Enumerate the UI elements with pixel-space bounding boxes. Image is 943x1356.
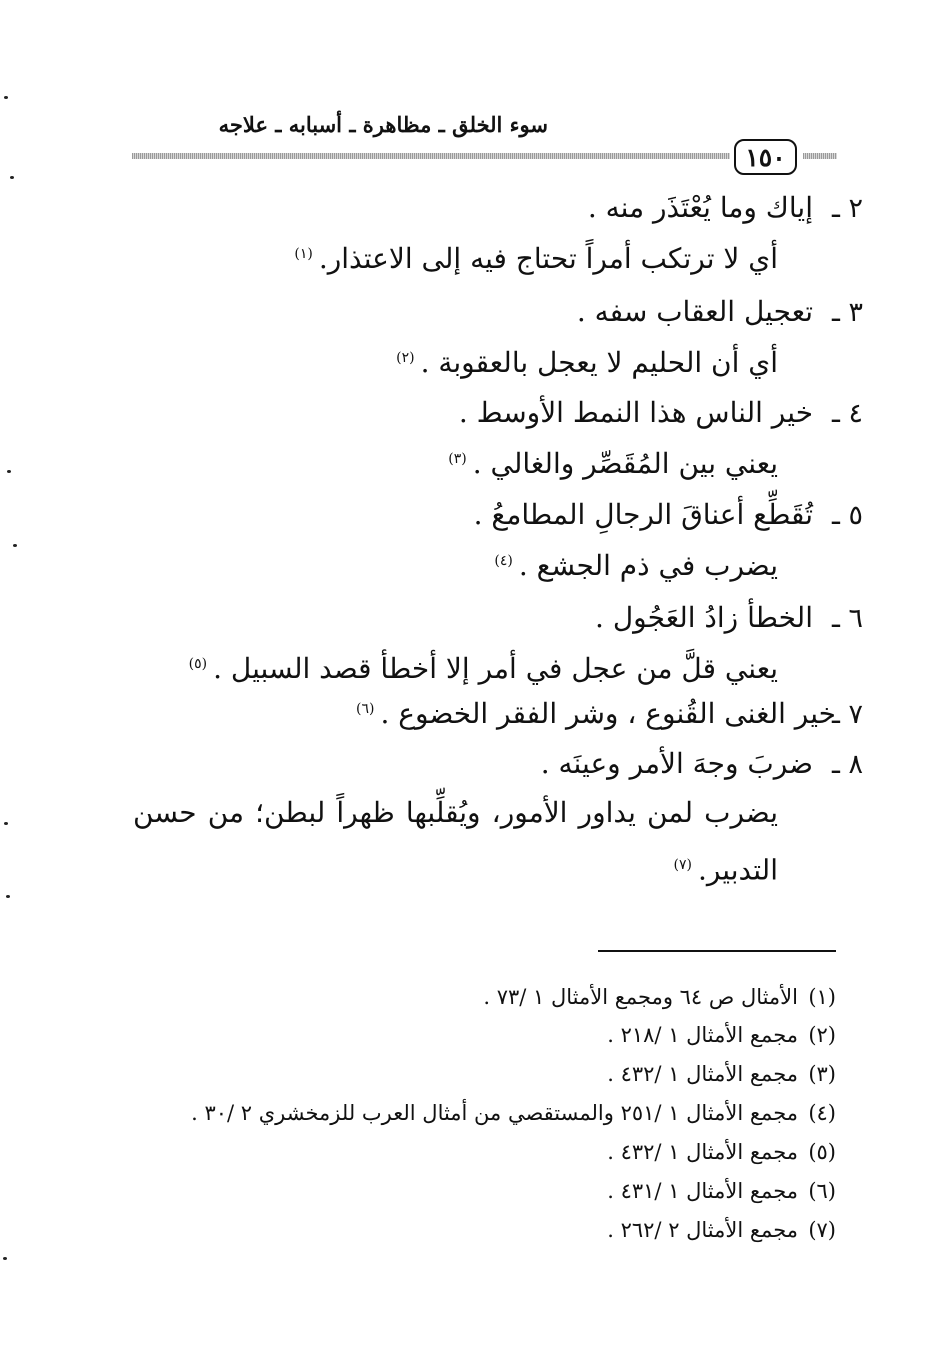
footnote-number: (٦) xyxy=(808,1179,836,1203)
footnote xyxy=(607,1140,836,1164)
entry-number: ٣ ـ xyxy=(831,297,863,328)
footnote-number: (٤) xyxy=(808,1101,836,1125)
proverb-text: تعجيل العقاب سفه . xyxy=(576,295,813,328)
footnote-separator xyxy=(598,950,836,952)
entry-number: ٢ ـ xyxy=(831,193,863,224)
footnote-text: مجمع الأمثال ١ /٤٣١ . xyxy=(607,1179,798,1203)
footnote-number: (١) xyxy=(808,985,836,1009)
proverb-gloss: يعني قلَّ من عجل في أمر إلا أخطأ قصد السبيل .$^{(٥)}$ xyxy=(188,652,778,685)
scan-speck xyxy=(3,1257,7,1260)
entry-number: ٤ ـ xyxy=(831,398,863,429)
scan-speck xyxy=(7,470,11,473)
footnote-text: مجمع الأمثال ١ /٤٣٢ . xyxy=(607,1140,798,1164)
footnote-number: (٧) xyxy=(808,1218,836,1242)
footnote-number: (٢) xyxy=(808,1023,836,1047)
proverb-text: تُقَطِّع أعناقَ الرجالِ المطامعُ . xyxy=(473,498,813,531)
footnote-ref: (٤) xyxy=(494,552,513,569)
scan-speck xyxy=(4,822,8,825)
footnote xyxy=(483,985,836,1009)
scan-speck xyxy=(4,96,8,99)
proverb-gloss: أي لا ترتكب أمراً تحتاج فيه إلى الاعتذار.$^{(١)}$ xyxy=(294,242,778,275)
scan-speck xyxy=(13,544,17,547)
proverb-text: إياك وما يُعْتَذَر منه . xyxy=(587,191,813,224)
proverb-gloss: يعني بين المُقَصِّر والغالي .$^{(٣)}$ xyxy=(448,447,778,480)
footnote-ref: (٣) xyxy=(448,450,467,467)
footnote-number: (٥) xyxy=(808,1140,836,1164)
header-rule-left xyxy=(132,153,730,159)
page-number: ١٥٠ xyxy=(734,139,797,175)
entry-number: ٧ ـ xyxy=(831,699,863,730)
footnote xyxy=(607,1062,836,1086)
footnote-text: مجمع الأمثال ١ /٢١٨ . xyxy=(607,1023,798,1047)
proverb-text: خير الناس هذا النمط الأوسط . xyxy=(458,396,813,429)
footnote xyxy=(191,1101,836,1125)
proverb-text: الخطأ زادُ العَجُول . xyxy=(595,601,813,634)
footnote-text: مجمع الأمثال ٢ /٢٦٢ . xyxy=(607,1218,798,1242)
scan-speck xyxy=(6,895,10,898)
running-title: سوء الخلق ـ مظاهرة ـ أسبابه ـ علاجه xyxy=(218,112,548,137)
proverb-text: ضربَ وجهَ الأمر وعينَه . xyxy=(540,747,813,780)
header-rule-right xyxy=(803,153,837,159)
footnote-text: مجمع الأمثال ١ /٤٣٢ . xyxy=(607,1062,798,1086)
footnote xyxy=(607,1218,836,1242)
footnote xyxy=(607,1023,836,1047)
proverb-text: خير الغنى القُنوع ، وشر الفقر الخضوع .$^{(٦)}$ xyxy=(356,697,836,730)
proverb-gloss: يضرب لمن يداور الأمور، ويُقلِّبها ظهراً لبطن؛ من حسن التدبير.$^{(٧)}$ xyxy=(133,796,778,887)
footnote xyxy=(607,1179,836,1203)
footnote-ref: (٧) xyxy=(673,857,692,873)
footnote-ref: (١) xyxy=(294,245,313,262)
footnote-ref: (٢) xyxy=(396,349,415,366)
scan-speck xyxy=(10,176,14,179)
proverb-gloss: يضرب في ذم الجشع .$^{(٤)}$ xyxy=(494,549,778,582)
footnote-ref: (٦) xyxy=(356,700,375,717)
footnote-text: مجمع الأمثال ١ /٢٥١ والمستقصي من أمثال العرب للزمخشري ٢ /٣٠ . xyxy=(191,1101,798,1125)
footnote-number: (٣) xyxy=(808,1062,836,1086)
entry-number: ٥ ـ xyxy=(831,500,863,531)
entry-number: ٨ ـ xyxy=(831,749,863,780)
proverb-gloss: أي أن الحليم لا يعجل بالعقوبة .$^{(٢)}$ xyxy=(396,346,778,379)
footnote-text: الأمثال ص ٦٤ ومجمع الأمثال ١ /٧٣ . xyxy=(483,985,798,1009)
footnote-ref: (٥) xyxy=(188,655,208,672)
entry-number: ٦ ـ xyxy=(831,603,863,634)
